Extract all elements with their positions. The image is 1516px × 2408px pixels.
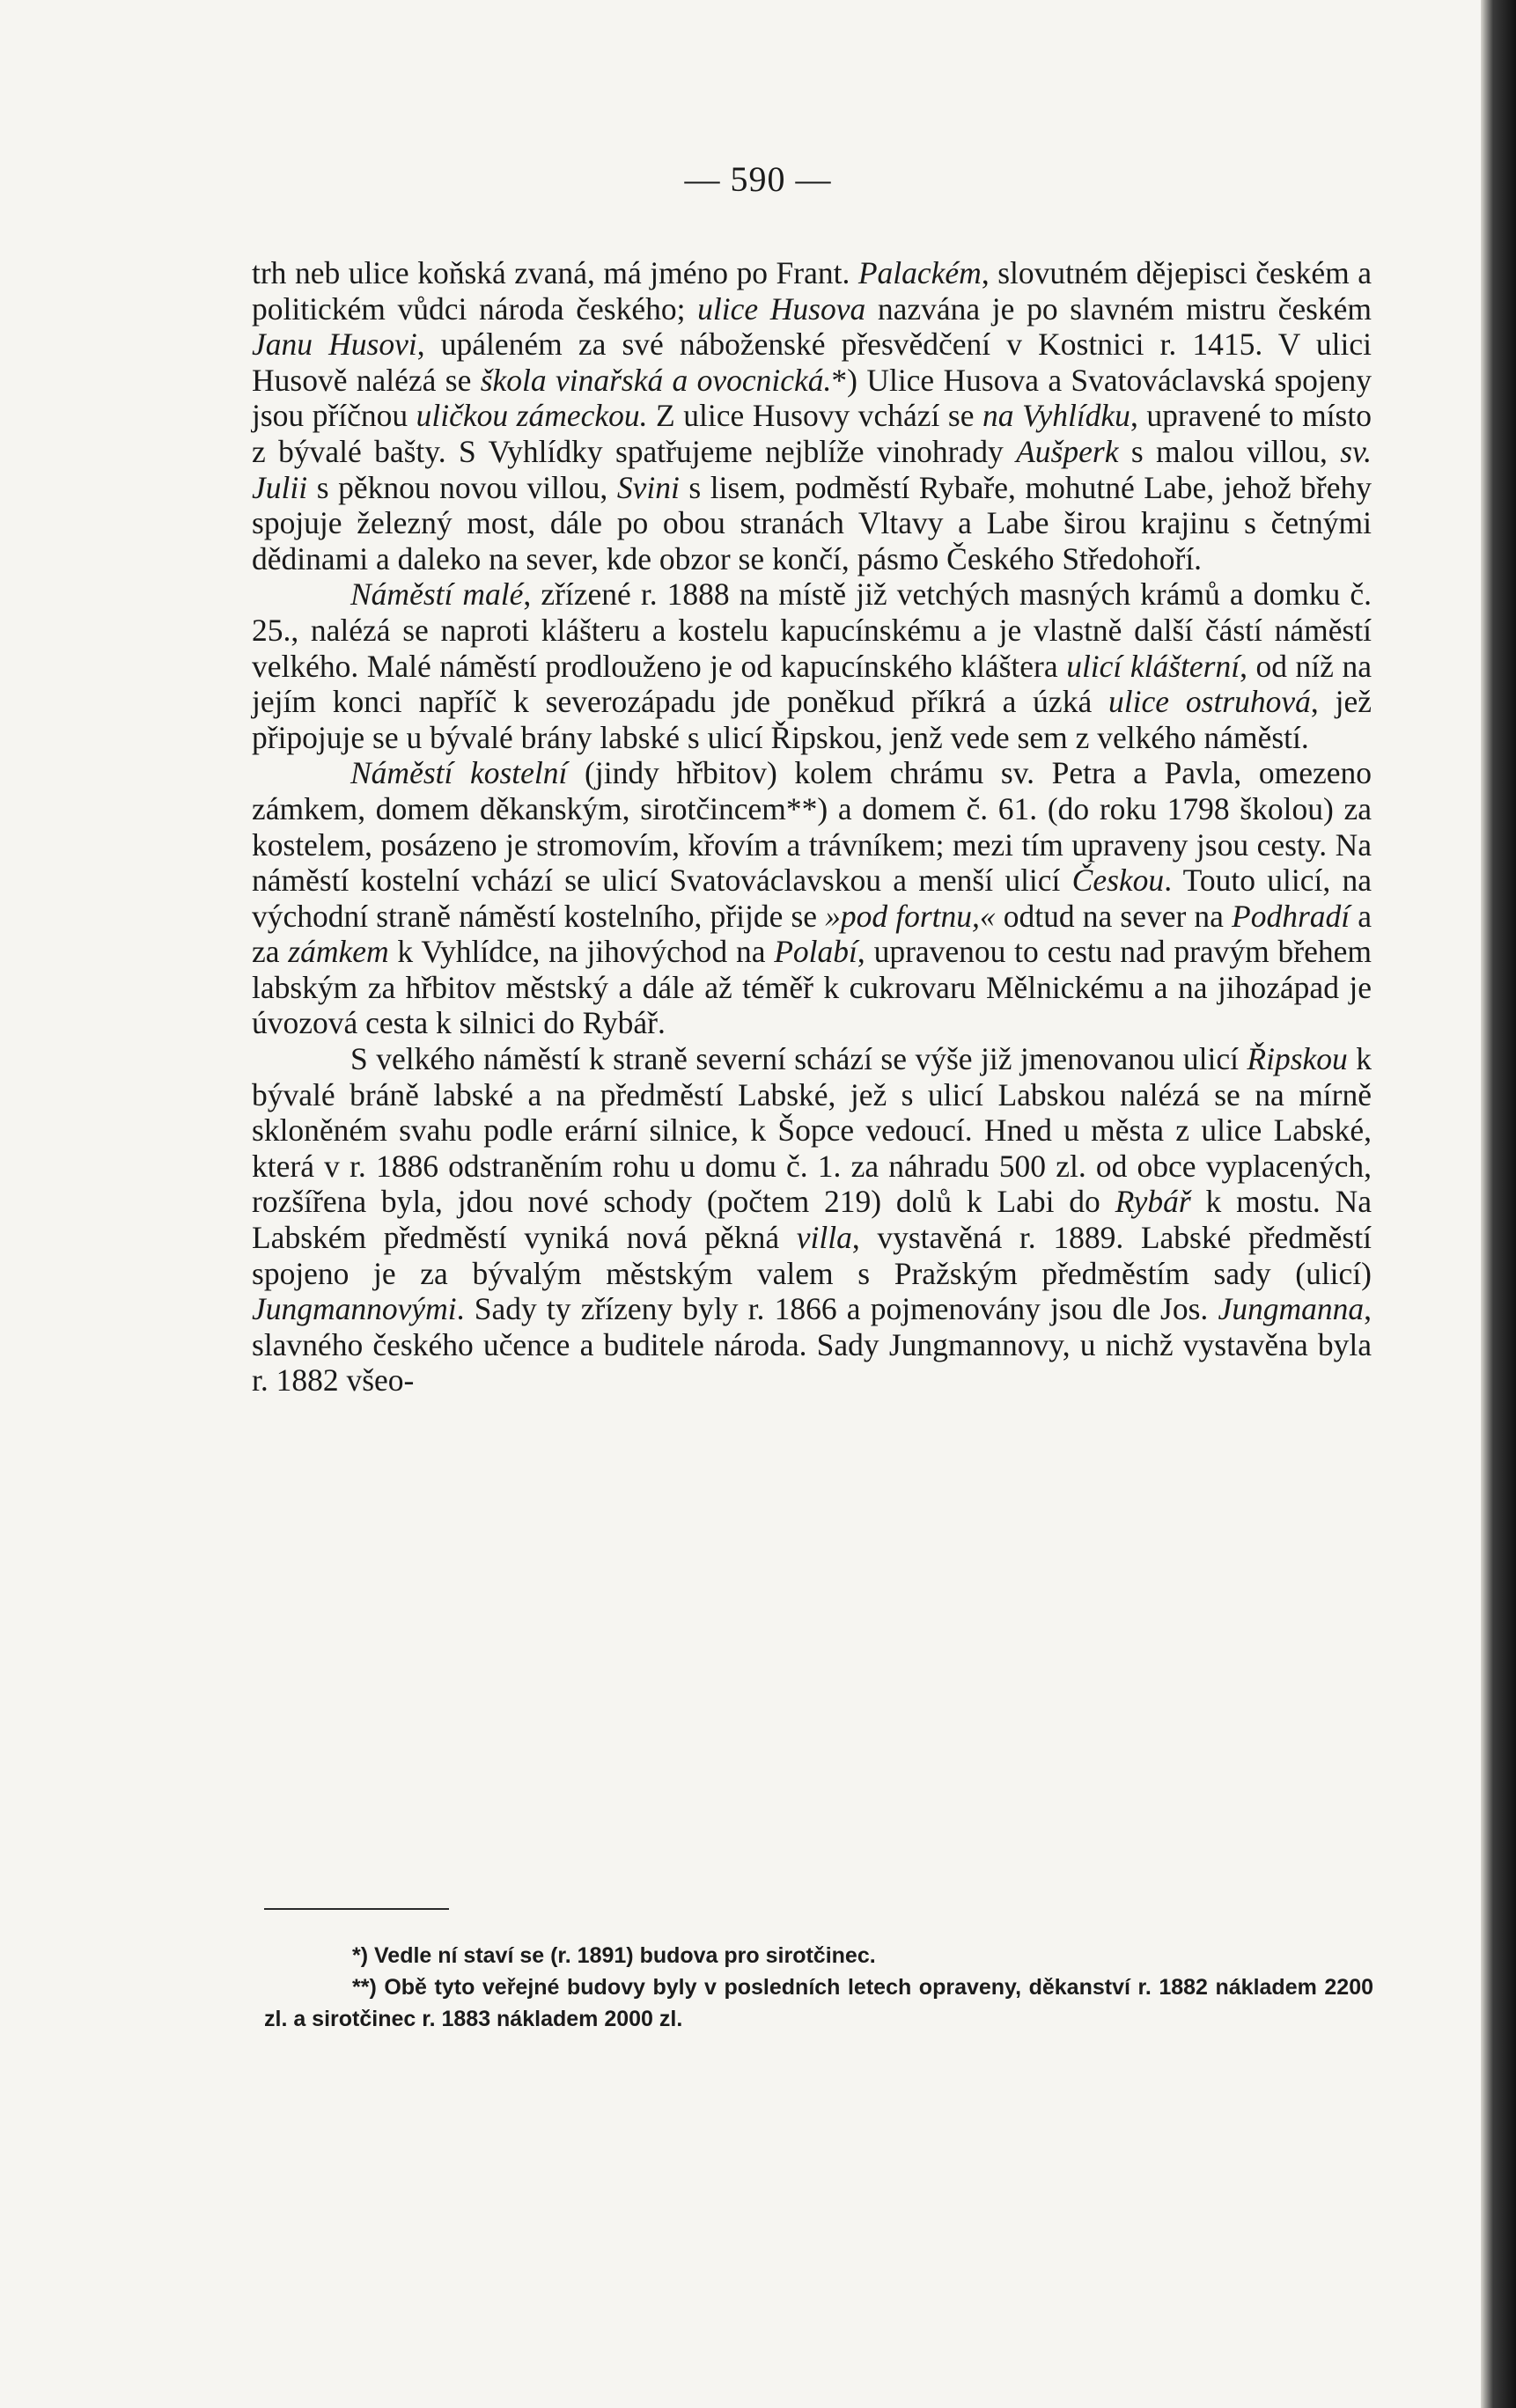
text-run: a za bbox=[252, 898, 1372, 970]
text-run: Z ulice Husovy vchází se bbox=[647, 398, 982, 434]
italic-term: Českou bbox=[1071, 863, 1165, 899]
italic-term: ulicí klášterní bbox=[1066, 648, 1240, 684]
text-run: S velkého náměstí k straně severní schází se výše již jmenovanou ulicí bbox=[350, 1041, 1247, 1077]
text-run: , vystavěná r. 1889. Labské předměstí spojeno je za bývalým městským valem s Pražským předměstím sady (ulicí) bbox=[252, 1220, 1372, 1291]
italic-term: Janu Husovi bbox=[252, 327, 417, 363]
text-run: . Sady ty zřízeny byly r. 1866 a pojmenovány jsou dle Jos. bbox=[456, 1291, 1218, 1327]
paragraph-p1 bbox=[252, 255, 1372, 576]
text-run: , upravené to místo z bývalé bašty. S Vyhlídky spatřujeme nejblíže vinohrady bbox=[252, 398, 1372, 469]
text-run: odtud na sever na bbox=[995, 898, 1233, 934]
text-run: trh neb ulice koňská zvaná, má jméno po Frant. bbox=[252, 255, 858, 290]
text-run: k Vyhlídce, na jihovýchod na bbox=[388, 934, 775, 970]
paragraph-p2 bbox=[252, 576, 1372, 755]
text-run: s pěknou novou villou, bbox=[307, 469, 617, 505]
italic-term: villa bbox=[796, 1220, 852, 1256]
page-number: — 590 — bbox=[684, 159, 832, 199]
italic-term: sv. Julii bbox=[252, 433, 1372, 505]
italic-term: ulice ostruhová bbox=[1108, 684, 1311, 720]
italic-term: Aušperk bbox=[1016, 433, 1119, 469]
footnote-1: *) Vedle ní staví se (r. 1891) budova pro sirotčinec. bbox=[352, 1943, 876, 1968]
text-run: , upravenou to cestu nad pravým břehem labským za hřbitov městský a dále až téměř k cukrovaru Mělnickému a na jihozápad je úvozová cesta k silnici do Rybář. bbox=[252, 934, 1372, 1041]
italic-term: Jungmanna bbox=[1218, 1291, 1365, 1327]
italic-term: Náměstí malé bbox=[350, 576, 524, 613]
italic-term: ulice Husova bbox=[697, 290, 866, 327]
italic-term: Řipskou bbox=[1247, 1041, 1348, 1077]
footnote-divider bbox=[264, 1908, 449, 1910]
italic-term: Rybář bbox=[1115, 1184, 1191, 1220]
text-run: s malou villou, bbox=[1118, 433, 1341, 469]
footnote-2: **) Obě tyto veřejné budovy byly v posledních letech opraveny, děkanství r. 1882 nákladem 2200 zl. a sirotčinec r. 1883 nákladem 2000 zl. bbox=[264, 1975, 1373, 2031]
italic-term: Náměstí kostelní bbox=[350, 755, 568, 791]
text-run: . Touto ulicí, na východní straně náměstí kostelního, přijde se bbox=[252, 863, 1372, 934]
text-run: , od níž na jejím konci napříč k severozápadu jde poněkud příkrá a úzká bbox=[252, 648, 1372, 720]
body-text bbox=[252, 255, 1372, 1399]
footnotes bbox=[264, 1940, 1373, 2035]
italic-term: Jungmannovými bbox=[252, 1291, 457, 1327]
text-run: k mostu. Na Labském předměstí vyniká nová pěkná bbox=[252, 1184, 1372, 1256]
text-run: , upáleném za své náboženské přesvědčení v Kostnici r. 1415. V ulici Husově nalézá se bbox=[252, 327, 1372, 398]
italic-term: Polabí bbox=[774, 934, 857, 970]
text-run: , zřízené r. 1888 na místě již vetchých masných krámů a domku č. 25., nalézá se naproti klášteru a kostelu kapucínskému a je vlastně další částí náměstí velkého. Malé náměstí prodlouženo je od kapucínského kláštera bbox=[252, 576, 1372, 684]
text-run: , slovutném dějepisci českém a politickém vůdci národa českého; bbox=[252, 255, 1372, 327]
italic-term: Podhradí bbox=[1232, 898, 1350, 934]
italic-term: Palackém bbox=[857, 255, 982, 290]
paragraph-p3 bbox=[252, 755, 1372, 1041]
italic-term: na Vyhlídku bbox=[982, 398, 1130, 434]
text-run: *) Ulice Husova a Svatováclavská spojeny jsou příčnou bbox=[252, 362, 1372, 434]
italic-term: zámkem bbox=[288, 934, 389, 970]
text-run: s lisem, podměstí Rybaře, mohutné Labe, jehož břehy spojuje železný most, dále po obou stranách Vltavy a Labe širou krajinu s četnými dědinami a daleko na sever, kde obzor se končí, pásmo Českého Středohoří. bbox=[252, 469, 1372, 576]
italic-term: uličkou zámeckou. bbox=[416, 398, 648, 434]
page-binding-edge bbox=[1481, 0, 1516, 2408]
italic-term: škola vinařská a ovocnická. bbox=[480, 362, 832, 398]
paragraph-p4 bbox=[252, 1041, 1372, 1399]
text-run: (jindy hřbitov) kolem chrámu sv. Petra a Pavla, omezeno zámkem, domem děkanským, sirotčincem**) a domem č. 61. (do roku 1798 školou) za kostelem, posázeno je stromovím, křovím a trávníkem; mezi tím upraveny jsou cesty. Na náměstí kostelní vchází se ulicí Svatováclavskou a menší ulicí bbox=[252, 755, 1372, 899]
italic-term: Svini bbox=[616, 469, 680, 505]
text-run: nazvána je po slavném mistru českém bbox=[865, 290, 1372, 327]
text-run: , jež připojuje se u bývalé brány labské s ulicí Řipskou, jenž vede sem z velkého náměstí. bbox=[252, 684, 1372, 755]
text-run: , slavného českého učence a buditele národa. Sady Jungmannovy, u nichž vystavěna byla r. 1882 všeo- bbox=[252, 1291, 1372, 1399]
text-run: k bývalé bráně labské a na předměstí Labské, jež s ulicí Labskou nalézá se na mírně skloněném svahu podle erární silnice, k Šopce vedoucí. Hned u města z ulice Labské, která v r. 1886 odstraněním rohu u domu č. 1. za náhradu 500 zl. od obce vyplacených, rozšířena byla, jdou nové schody (počtem 219) dolů k Labi do bbox=[252, 1041, 1372, 1220]
italic-term: »pod fortnu,« bbox=[825, 898, 996, 934]
